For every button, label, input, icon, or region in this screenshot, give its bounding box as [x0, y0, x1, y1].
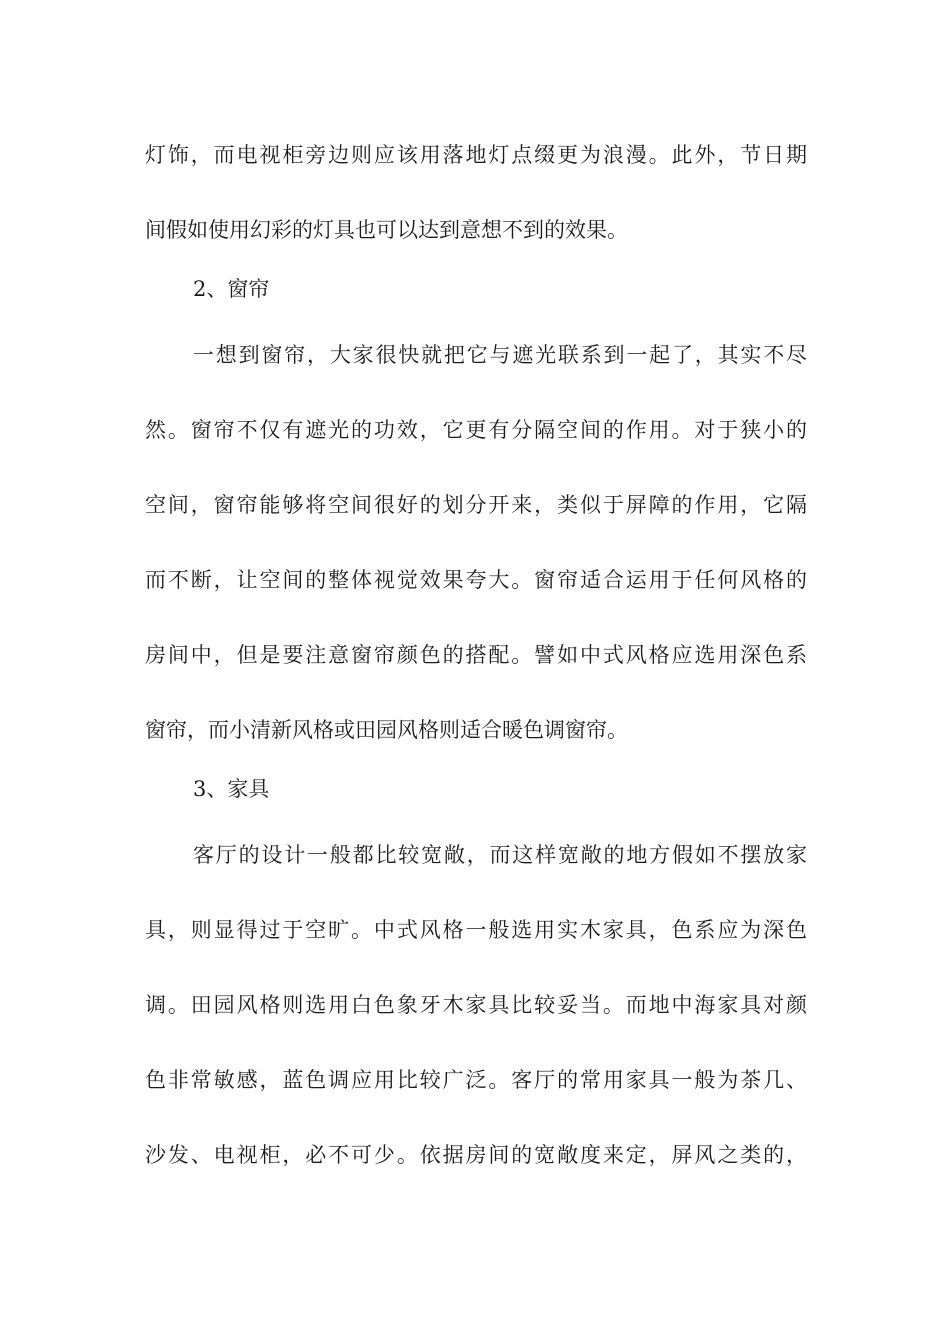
body-text-line: 客厅的设计一般都比较宽敞，而这样宽敞的地方假如不摆放家	[193, 843, 807, 867]
body-text-line: 然。窗帘不仅有遮光的功效，它更有分隔空间的作用。对于狭小的	[145, 418, 807, 442]
body-text-line: 一想到窗帘，大家很快就把它与遮光联系到一起了，其实不尽	[193, 343, 807, 367]
body-text-line: 空间，窗帘能够将空间很好的划分开来，类似于屏障的作用，它隔	[145, 493, 807, 517]
body-text-line: 色非常敏感，蓝色调应用比较广泛。客厅的常用家具一般为茶几、	[145, 1068, 807, 1092]
body-text-line: 调。田园风格则选用白色象牙木家具比较妥当。而地中海家具对颜	[145, 993, 807, 1017]
body-text-line: 间假如使用幻彩的灯具也可以达到意想不到的效果。	[145, 218, 628, 242]
section-heading-furniture: 3、家具	[193, 777, 270, 801]
body-text-line: 窗帘，而小清新风格或田园风格则适合暖色调窗帘。	[145, 718, 628, 742]
body-text-line: 而不断，让空间的整体视觉效果夸大。窗帘适合运用于任何风格的	[145, 568, 807, 592]
body-text-line: 房间中，但是要注意窗帘颜色的搭配。譬如中式风格应选用深色系	[145, 643, 807, 667]
section-heading-curtains: 2、窗帘	[193, 277, 270, 301]
body-text-line: 灯饰，而电视柜旁边则应该用落地灯点缀更为浪漫。此外，节日期	[145, 143, 807, 167]
body-text-line: 具，则显得过于空旷。中式风格一般选用实木家具，色系应为深色	[145, 918, 807, 942]
body-text-line: 沙发、电视柜，必不可少。依据房间的宽敞度来定，屏风之类的，	[145, 1143, 807, 1167]
